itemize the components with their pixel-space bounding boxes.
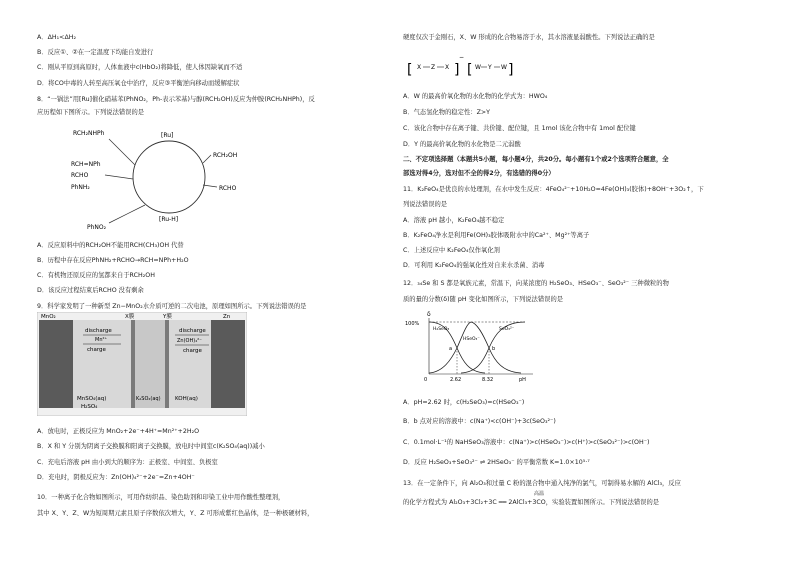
label-charge-right: charge (183, 348, 202, 354)
label-middle-solution: K₂SO₄(aq) (136, 396, 161, 402)
label-mn2: Mn²⁺ (95, 337, 108, 343)
q10-stem-line2: 其中 X、Y、Z、W为短周期元素且原子序数依次增大，Y、Z 可形成紫红色晶体，是一种极硬材料， (37, 510, 314, 517)
q10-option-c: C．该化合物中存在离子键、共价键、配位键，且 1mol 该化合物中有 1mol 配位键 (403, 125, 636, 132)
q13-stem-line2: 的化学方程式为 Al₂O₃+3Cl₂+3C ══ 2AlCl₃+3CO，实验装置如图所示。下列说法错误的是 (403, 499, 660, 506)
label-aniline: PhNH₂ (71, 184, 90, 191)
arrow-alcohol (203, 155, 211, 163)
q8-stem-line2: 应历程如下图所示。下列说法错误的是 (37, 109, 145, 116)
q12-option-c: C．0.1mol·L⁻¹的 NaHSeO₃溶液中：c(Na⁺)>c(HSeO₃⁻)>c(H⁺)>c(SeO₃²⁻)>c(OH⁻) (403, 439, 650, 446)
q8-option-c: C．有机物还原反应的氢都来自于RCH₂OH (37, 272, 155, 279)
bracket-left-1: [ (407, 62, 413, 78)
q10-option-b: B．气态氢化物的稳定性：Z>Y (403, 109, 491, 116)
bracket-right-2: ] (508, 62, 514, 78)
label-left-acid: H₂SO₄ (81, 404, 98, 410)
atom-x-2: X (445, 64, 450, 71)
point-a-label: a (449, 346, 453, 352)
label-ru: [Ru] (161, 132, 174, 139)
label-zn: Zn (223, 314, 231, 320)
x-membrane (131, 320, 135, 408)
q8-stem-line1: 8．“一锅法”用[Ru]催化硝基苯(PhNO₂，Ph-表示苯基)与醇(RCH₂OH)反应为仲胺(RCH₂NHPh)，反 (37, 96, 315, 103)
q12-option-d: D．反应 H₂SeO₃+SeO₃²⁻ ⇌ 2HSeO₃⁻ 的平衡常数 K=1.0×10⁵·⁷ (403, 459, 590, 466)
label-seo3: SeO₃²⁻ (499, 327, 515, 332)
q9-option-d: D．充电时，阴极反应为：Zn(OH)₄²⁻+2e⁻=Zn+4OH⁻ (37, 474, 195, 481)
bracket-left-2: [ (467, 62, 473, 78)
q11-stem-line2: 列说法错误的是 (403, 201, 448, 208)
cycle-circle (133, 141, 205, 213)
label-hseo3: HSeO₃⁻ (463, 337, 480, 342)
label-zincate: Zn(OH)₄²⁻ (177, 338, 202, 344)
atom-w-1: W (475, 64, 481, 71)
y-axis-top-label: 100% (405, 321, 420, 327)
q13-stem-line1: 13．在一定条件下，向 Al₂O₃和过量 C 粉的混合物中通入纯净的氯气，可制得易水解的 AlCl₃，反应 (403, 480, 681, 487)
arrow-rcho-in (105, 175, 133, 179)
q10-stem-line1: 10．一种离子化合物如图所示，可用作纺织品、染色助剂和印染工业中用作酸性整理剂， (37, 494, 285, 501)
q8-catalytic-cycle-diagram (69, 125, 249, 235)
origin-label: 0 (424, 377, 428, 383)
mno2-electrode (39, 320, 73, 408)
label-imine: RCH=NPh (71, 161, 101, 168)
x-tick-2: 8.32 (482, 377, 494, 383)
section2-heading-line2: 部选对得4分，选对但不全的得2分，有选错的得0分） (403, 170, 555, 177)
q9-battery-diagram (37, 312, 247, 416)
atom-w-2: W (501, 64, 507, 71)
label-discharge-left: discharge (85, 328, 112, 334)
q7-option-a: A．ΔH₁<ΔH₂ (37, 34, 77, 41)
q12-option-a: A．pH=2.62 时，c(H₂SeO₃)=c(HSeO₃⁻) (403, 399, 525, 406)
label-mno2: MnO₂ (41, 314, 56, 320)
middle-chamber (135, 320, 165, 408)
q9-option-a: A．放电时，正极反应为 MnO₂+2e⁻+4H⁺=Mn²⁺+2H₂O (37, 428, 200, 435)
arrow-aldehyde (203, 185, 217, 187)
q10-option-a: A．W 的最高价氧化物的水化物的化学式为：HWO₄ (403, 93, 548, 100)
x-axis-label: pH (519, 377, 526, 383)
arrow-nitro (109, 205, 145, 223)
q12-stem-line1: 12．₃₄Se 和 S 都是氧族元素，常温下，向某浓度的 H₂SeO₃、HSeO₃⁻、SeO₃²⁻ 三种微粒的物 (403, 280, 669, 287)
y-membrane (165, 320, 169, 408)
label-charge-left: charge (87, 347, 106, 353)
q13-condition: 高温 (534, 491, 545, 497)
point-b-label: b (492, 346, 496, 352)
label-ru-h: [Ru-H] (159, 216, 179, 223)
q11-option-a: A．溶液 pH 越小，K₂FeO₄越不稳定 (403, 217, 505, 224)
label-aldehyde-in: RCHO (71, 172, 89, 179)
bracket-right-1: ] (454, 62, 460, 78)
label-alcohol: RCH₂OH (213, 152, 238, 159)
q12-distribution-chart (405, 310, 541, 390)
label-left-solution: MnSO₄(aq) (77, 396, 107, 402)
q8-option-b: B．历程中存在反应PhNH₂+RCHO→RCH=NPh+H₂O (37, 257, 189, 264)
q8-option-a: A．反应原料中的RCH₂OH不能用RCH(CH₃)OH 代替 (37, 242, 184, 249)
q11-stem-line1: 11．K₂FeO₄是优良的水处理剂，在水中发生反应：4FeO₄²⁻+10H₂O=4Fe(OH)₃(胶体)+8OH⁻+3O₂↑，下 (403, 186, 704, 193)
atom-z: Z (431, 64, 436, 71)
q11-option-d: D．可利用 K₂FeO₄的强氧化性对自来水杀菌、消毒 (403, 262, 545, 269)
label-h2seo3: H₂SeO₃ (433, 327, 450, 332)
q7-option-c: C．刚从平原到高原时，人体血液中c(HbO₂)将降低，使人体因缺氧而不适 (37, 64, 243, 71)
label-right-solution: KOH(aq) (175, 396, 198, 402)
q11-option-b: B．K₂FeO₄净水是利用Fe(OH)₃胶体吸附水中的Ca²⁺、Mg²⁺等离子 (403, 232, 590, 239)
label-nitrobenzene: PhNO₂ (87, 224, 107, 231)
label-y-membrane: Y膜 (163, 314, 172, 320)
atom-x-1: X (417, 64, 422, 71)
q10-ion-structure (405, 50, 515, 84)
q7-option-d: D．将CO中毒的人转至高压氧仓中治疗，反应③平衡逆向移动而缓解症状 (37, 80, 240, 87)
q9-stem: 9．科学家发明了一种新型 Zn−MnO₂水介质可逆的二次电池，原理如图所示。下列说法错误的是 (37, 303, 307, 310)
q12-option-b: B．b 点对应的溶液中：c(Na⁺)<c(OH⁻)+3c(SeO₃²⁻) (403, 418, 556, 425)
q12-stem-line2: 质的量的分数(δ)随 pH 变化如图所示，下列说法错误的是 (403, 296, 564, 303)
arrow-product (109, 139, 135, 165)
charge-minus: − (459, 54, 465, 61)
section2-heading-line1: 二、不定项选择题（本题共5小题，每小题4分，共20分。每小题有1个或2个选项符合题意，全 (403, 156, 669, 163)
label-product: RCH₂NHPh (73, 130, 105, 137)
y-axis-symbol: δ (427, 311, 431, 318)
q10-option-d: D．Y 的最高价氧化物的水化物是二元弱酸 (403, 141, 521, 148)
q9-option-c: C．充电后溶液 pH 由小到大的顺序为：正极室、中间室、负极室 (37, 459, 218, 466)
atom-y: Y (488, 64, 492, 71)
q8-option-d: D．该反应过程结束后RCHO 没有剩余 (37, 287, 144, 294)
zn-electrode (211, 320, 245, 408)
label-aldehyde-out: RCHO (219, 185, 237, 192)
q9-option-b: B．X 和 Y 分别为阴离子交换膜和阳离子交换膜，放电时中间室c(K₂SO₄(aq))减小 (37, 443, 265, 450)
x-tick-1: 2.62 (450, 377, 462, 383)
q11-option-c: C．上述反应中 K₂FeO₄仅作氧化剂 (403, 247, 500, 254)
label-x-membrane: X膜 (125, 314, 135, 320)
q7-option-b: B．反应①、②在一定温度下均能自发进行 (37, 49, 154, 56)
q10-stem-line3: 硬度仅次于金刚石，X、W 形成的化合物易溶于水，其水溶液显弱酸性。下列说法正确的是 (403, 34, 655, 41)
label-discharge-right: discharge (179, 328, 206, 334)
